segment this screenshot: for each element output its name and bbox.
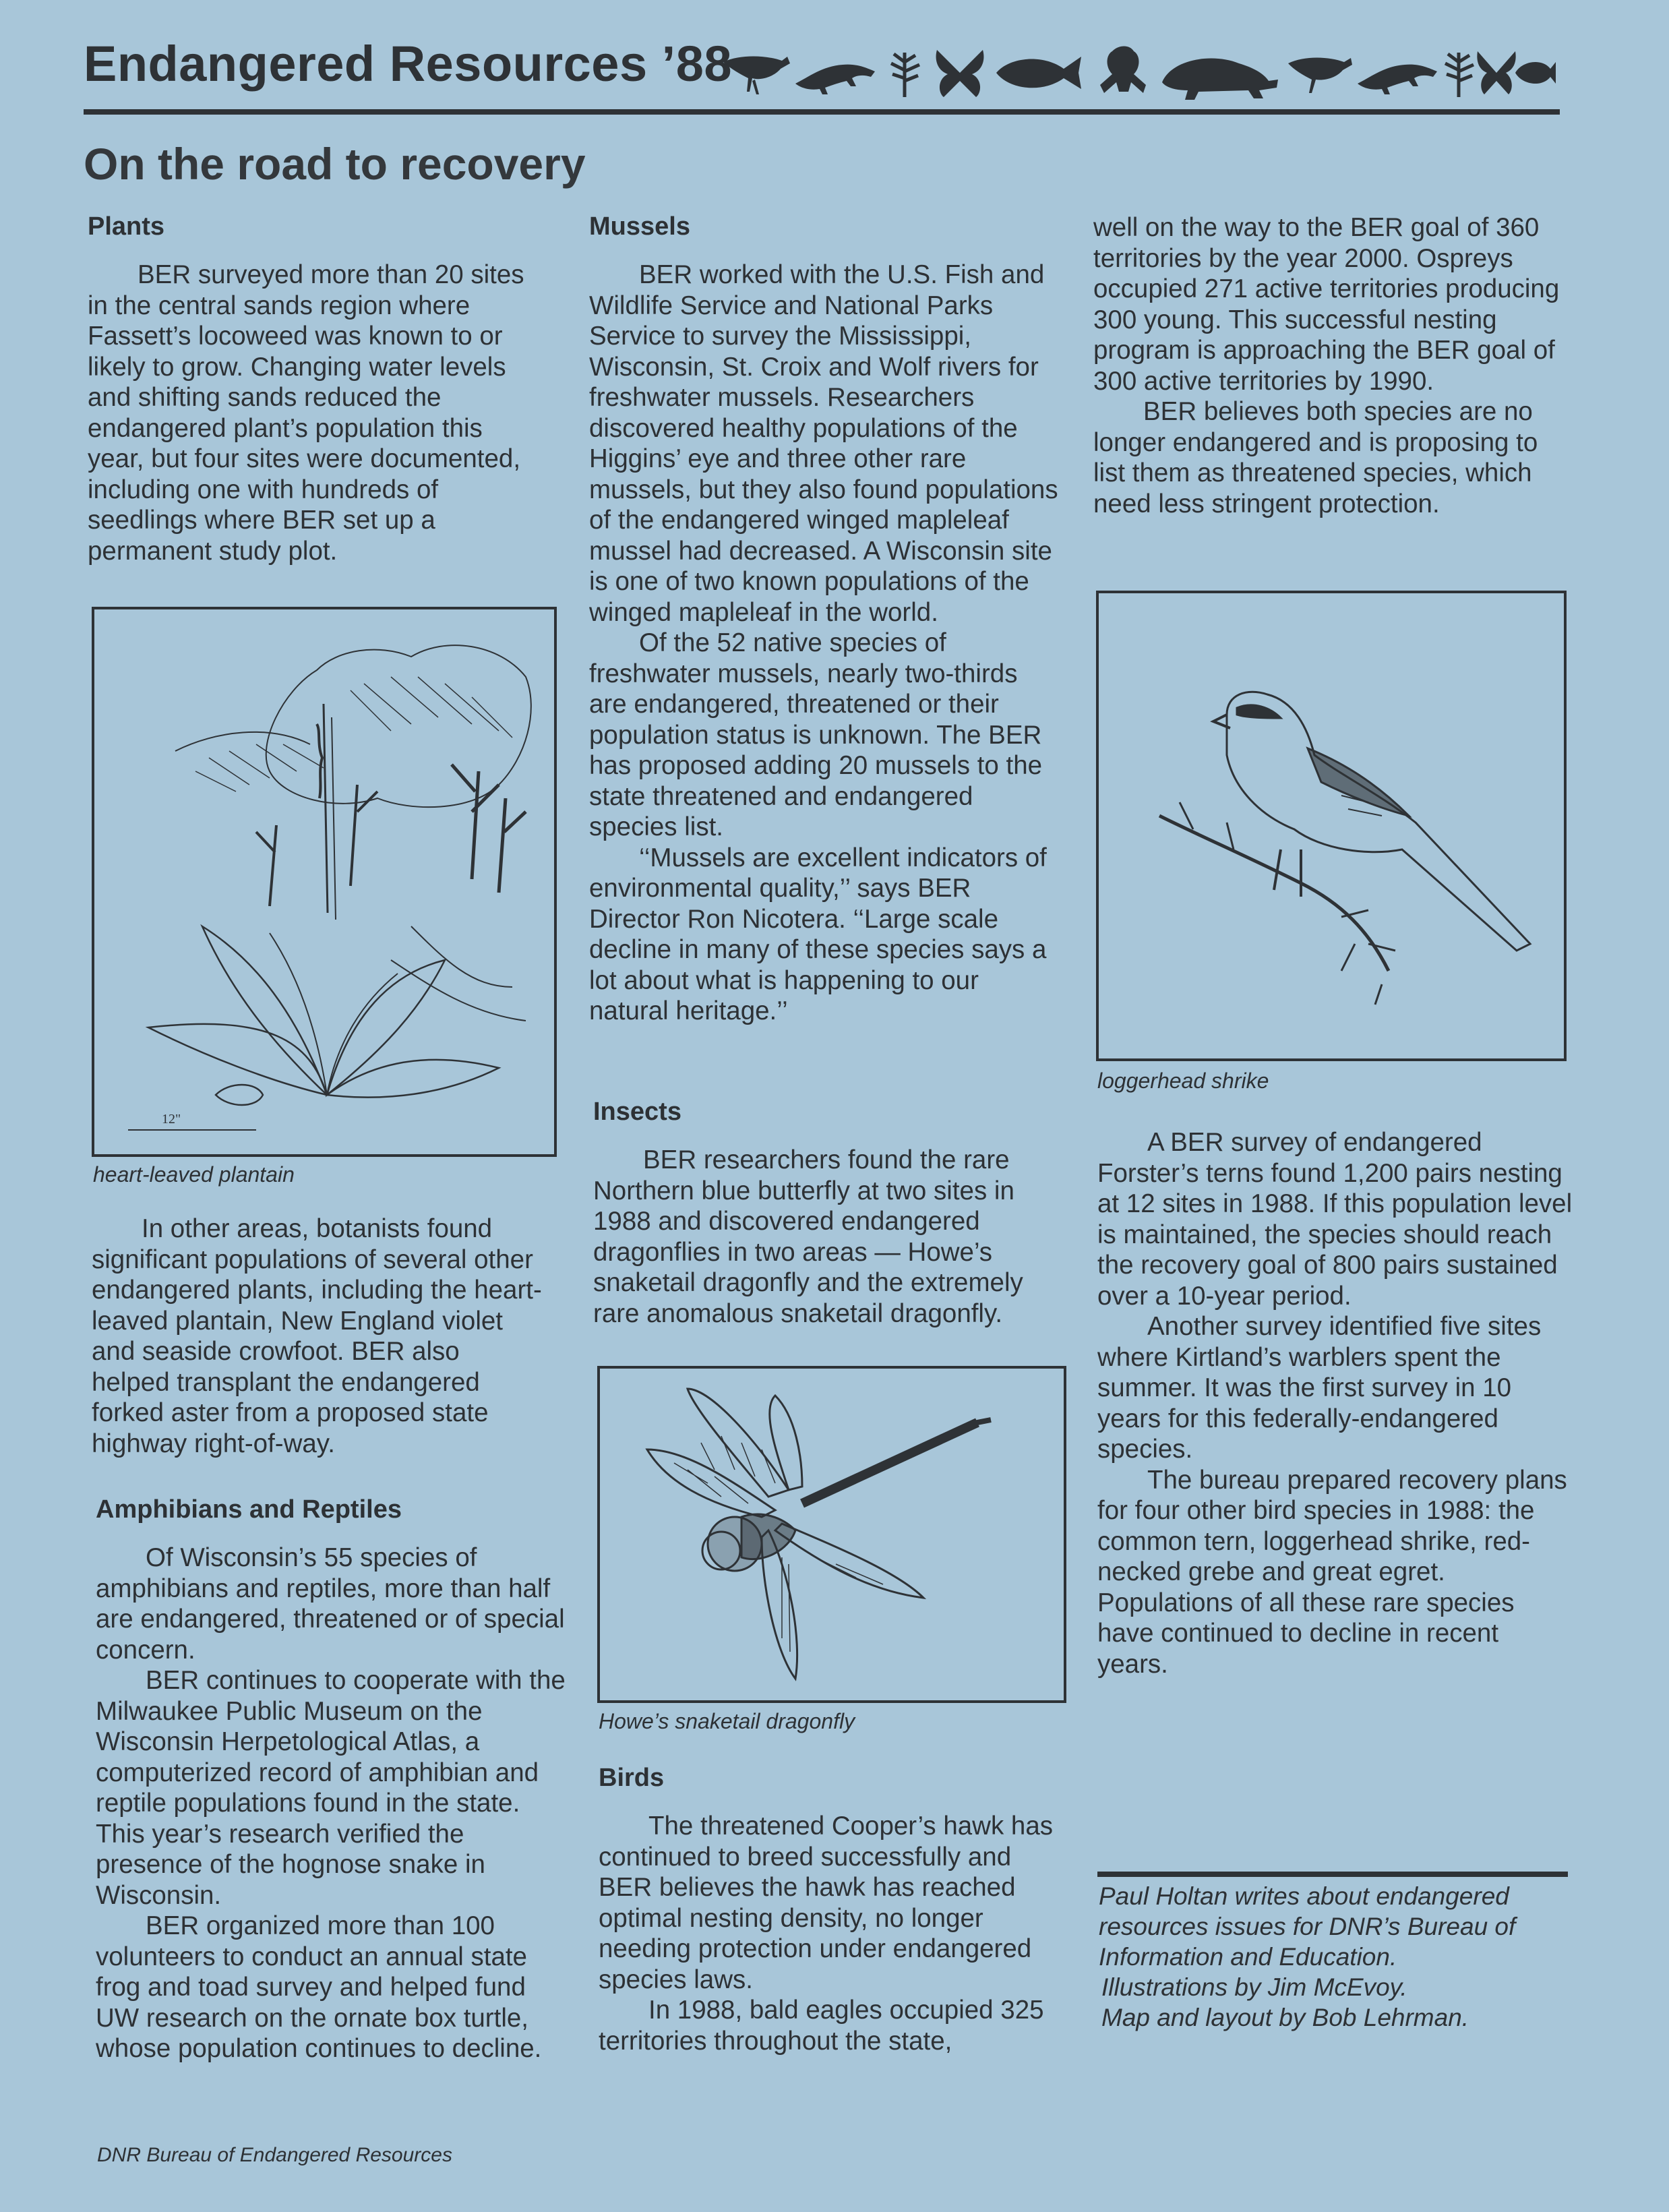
shrike-illustration-frame	[1096, 591, 1567, 1061]
page-headline: On the road to recovery	[84, 139, 586, 189]
birds-text-col3	[1097, 1127, 1576, 1679]
butterfly-icon	[936, 50, 984, 97]
fish-icon	[996, 57, 1081, 89]
paragraph: Of Wisconsin’s 55 species of amphibians and reptiles, more than half are endangered, threatened or of special concern.	[96, 1543, 565, 1665]
paragraph: Another survey identified five sites where Kirtland’s warblers spent the summer. It was the first survey in 10 years for this federally-endangered species.	[1097, 1312, 1542, 1464]
dragonfly-illustration	[600, 1369, 1064, 1700]
salamander-icon-2	[1358, 65, 1437, 94]
paragraph: BER researchers found the rare Northern blue butterfly at two sites in 1988 and discovered endangered dragonflies in two areas — Howe’s snaketail dragonfly and the extremely rare anomalous snaketail dragonfly.	[593, 1145, 1023, 1328]
turtle-icon	[1162, 59, 1278, 100]
paragraph: In 1988, bald eagles occupied 325 territories throughout the state,	[599, 1996, 1044, 2056]
masthead-icon-strip	[720, 43, 1556, 100]
section-head-insects: Insects	[593, 1098, 681, 1126]
fish-icon-2	[1515, 62, 1556, 84]
dragonfly-illustration-frame	[597, 1366, 1066, 1703]
mussels-text	[589, 260, 1061, 1027]
paragraph: In other areas, botanists found significant populations of several other endangered plants, including the heart-leaved plantain, New England violet and seaside crowfoot. BER also helped transplant the endangered forked aster from a proposed state highway right-of-way.	[92, 1214, 542, 1458]
paragraph: A BER survey of endangered Forster’s terns found 1,200 pairs nesting at 12 sites in 1988. If this population level is maintained, the species should reach the recovery goal of 800 pairs sustained over a 10-year period.	[1097, 1128, 1573, 1311]
butterfly-icon-2	[1477, 51, 1515, 94]
credits-rule	[1097, 1872, 1568, 1877]
section-head-plants: Plants	[88, 212, 165, 241]
heart-leaved-plantain-illustration	[94, 609, 554, 1154]
insects-text	[593, 1145, 1065, 1329]
masthead-title: Endangered Resources ’88	[84, 36, 733, 92]
section-head-mussels: Mussels	[589, 212, 690, 241]
amphibians-text	[96, 1543, 568, 2064]
salamander-icon	[795, 65, 875, 94]
plants-text-1	[88, 260, 533, 566]
paragraph: well on the way to the BER goal of 360 territories by the year 2000. Ospreys occupied 271 active territories producing 300 young. This successful nesting program is approaching the BER goal of 300 active territories by 1990.	[1093, 213, 1560, 396]
loggerhead-shrike-illustration	[1099, 593, 1564, 1058]
paragraph: BER worked with the U.S. Fish and Wildlife Service and National Parks Service to survey the Mississippi, Wisconsin, St. Croix and Wolf rivers for freshwater mussels. Researchers discovered healthy populations of the Higgins’ eye and three other rare mussels, but they also found populations of the endangered winged mapleleaf mussel had decreased. A Wisconsin site is one of two known populations of the winged mapleleaf in the world.	[589, 260, 1058, 627]
plantain-illustration-frame	[92, 607, 557, 1157]
birds-text	[599, 1811, 1070, 2056]
paragraph: The threatened Cooper’s hawk has continued to breed successfully and BER believes the hawk has reached optimal nesting density, no longer needing protection under endangered species laws.	[599, 1812, 1053, 1994]
plants-text-2	[92, 1214, 543, 1459]
section-head-birds: Birds	[599, 1764, 665, 1792]
frog-icon	[1100, 47, 1146, 94]
illustration-credit: Illustrations by Jim McEvoy.	[1101, 1973, 1407, 2001]
layout-credit: Map and layout by Bob Lehrman.	[1101, 2004, 1469, 2031]
section-head-amphibians: Amphibians and Reptiles	[96, 1495, 402, 1524]
paragraph: BER organized more than 100 volunteers to conduct an annual state frog and toad survey and helped fund UW research on the ornate box turtle, whose population continues to decline.	[96, 1911, 542, 2063]
fern-icon	[891, 53, 919, 97]
birds-text-continued	[1093, 212, 1572, 519]
bird-icon	[723, 57, 790, 95]
paragraph: The bureau prepared recovery plans for four other bird species in 1988: the common tern, loggerhead shrike, red-necked grebe and great egret. Populations of all these rare species have continued to decline in recent years.	[1097, 1465, 1567, 1679]
masthead-rule	[84, 109, 1560, 115]
paragraph: BER surveyed more than 20 sites in the central sands region where Fassett’s locoweed was known to or likely to grow. Changing water levels and shifting sands reduced the endangered plant’s population this year, but four sites were documented, including one with hundreds of seedlings where BER set up a permanent study plot.	[88, 260, 524, 566]
paragraph: BER believes both species are no longer endangered and is proposing to list them as threatened species, which need less stringent protection.	[1093, 397, 1538, 518]
scale-label: 12"	[162, 1112, 181, 1127]
caption-dragonfly: Howe’s snaketail dragonfly	[599, 1709, 855, 1733]
paragraph: Of the 52 native species of freshwater mussels, nearly two-thirds are endangered, threatened or their population status is unknown. The BER has proposed adding 20 mussels to the state threatened and endangered species list.	[589, 628, 1043, 841]
paragraph: ‘‘Mussels are excellent indicators of environmental quality,’’ says BER Director Ron Nicotera. ‘‘Large scale decline in many of these species says a lot about what is happening to our natural heritage.’’	[589, 843, 1047, 1025]
author-credit: Paul Holtan writes about endangered resources issues for DNR’s Bureau of Information and Education.	[1099, 1882, 1516, 1971]
bird-icon-2	[1288, 58, 1352, 94]
paragraph: BER continues to cooperate with the Milwaukee Public Museum on the Wisconsin Herpetological Atlas, a computerized record of amphibian and reptile populations found in the state. This year’s research verified the presence of the hognose snake in Wisconsin.	[96, 1666, 566, 1910]
caption-plantain: heart-leaved plantain	[93, 1162, 295, 1187]
page-footer: DNR Bureau of Endangered Resources	[97, 2144, 452, 2166]
caption-shrike: loggerhead shrike	[1097, 1069, 1269, 1093]
fern-icon-2	[1445, 53, 1474, 97]
